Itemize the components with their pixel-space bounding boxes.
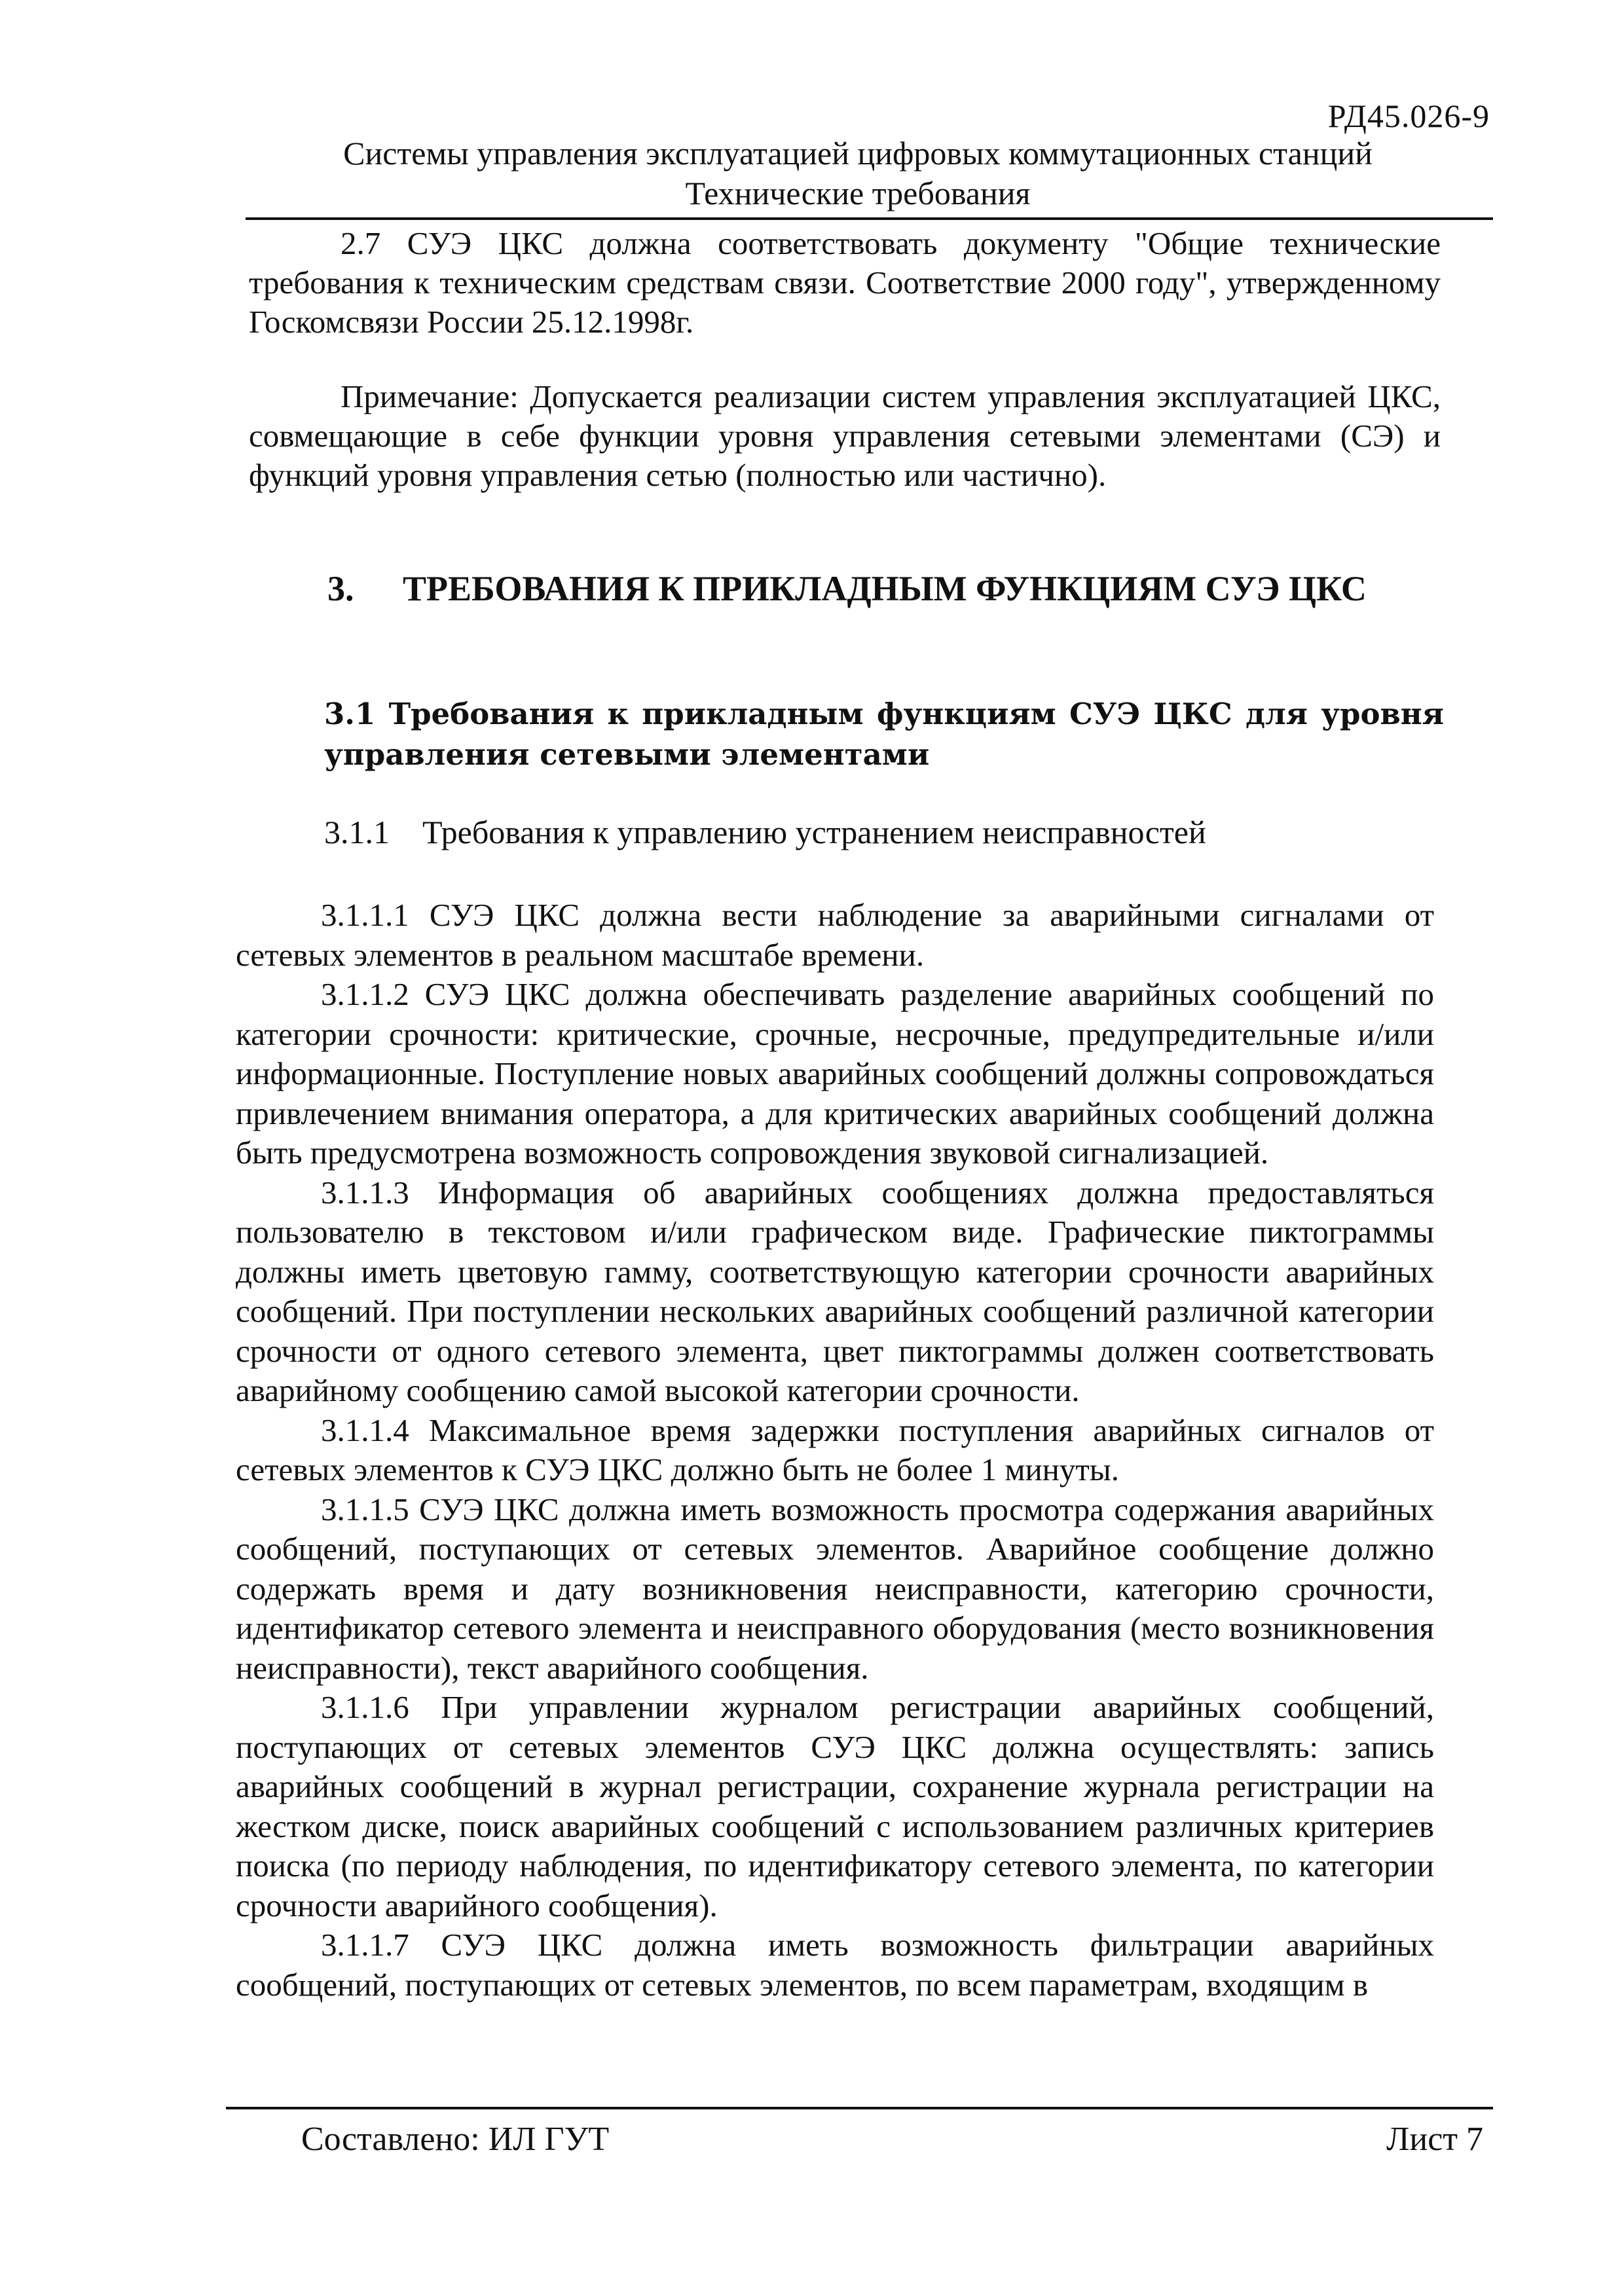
subsection-title: Требования к управлению устранением неисправностей	[422, 814, 1206, 850]
document-number: РД45.026-9	[1327, 98, 1490, 134]
list-item: 3.1.1.6 При управлении журналом регистрации аварийных сообщений, поступающих от сетевых элементов СУЭ ЦКС должна осуществлять: запись аварийных сообщений в журнал регистрации, сохранение журнала регистрации на жестком диске, поиск аварийных сообщений с использованием различных критериев поиска (по периоду наблюдения, по идентификатору сетевого элемента, по категории срочности аварийного сообщения).	[236, 1689, 1434, 1923]
list-item: 3.1.1.3 Информация об аварийных сообщениях должна предоставляться пользователю в текстовом и/или графическом виде. Графические пиктограммы должны иметь цветовую гамму, соответствующую категории срочности аварийных сообщений. При поступлении нескольких аварийных сообщений различной категории срочности от одного сетевого элемента, цвет пиктограммы должен соответствовать аварийному сообщению самой высокой категории срочности.	[236, 1174, 1434, 1408]
list-item: 3.1.1.2 СУЭ ЦКС должна обеспечивать разделение аварийных сообщений по категории срочности: критические, срочные, несрочные, предупредительные и/или информационные. Поступление новых аварийных сообщений должны сопровождаться привлечением внимания оператора, а для критических аварийных сообщений должна быть предусмотрена возможность сопровождения звуковой сигнализацией.	[236, 976, 1434, 1171]
list-item: 3.1.1.4 Максимальное время задержки поступления аварийных сигналов от сетевых элементов к СУЭ ЦКС должно быть не более 1 минуты.	[236, 1412, 1434, 1487]
footer-divider	[226, 2107, 1493, 2109]
list-item: 3.1.1.1 СУЭ ЦКС должна вести наблюдение за аварийными сигналами от сетевых элементов в реальном масштабе времени.	[236, 897, 1434, 973]
section-number: 3.	[327, 569, 354, 608]
section-title: ТРЕБОВАНИЯ К ПРИКЛАДНЫМ ФУНКЦИЯМ СУЭ ЦКС	[403, 569, 1367, 608]
list-item: 3.1.1.5 СУЭ ЦКС должна иметь возможность просмотра содержания аварийных сообщений, поступающих от сетевых элементов. Аварийное сообщение должно содержать время и дату возникновения неисправности, категорию срочности, идентификатор сетевого элемента и неисправного оборудования (место возникновения неисправности), текст аварийного сообщения.	[236, 1491, 1434, 1686]
list-item: 3.1.1.7 СУЭ ЦКС должна иметь возможность фильтрации аварийных сообщений, поступающих от сетевых элементов, по всем параметрам, входящим в	[236, 1927, 1434, 2003]
note-paragraph: Примечание: Допускается реализации систем управления эксплуатацией ЦКС, совмещающие в себе функции уровня управления сетевыми элементами (СЭ) и функций уровня управления сетью (полностью или частично).	[249, 378, 1441, 493]
document-subtitle: Технические требования	[685, 175, 1031, 211]
subsection-number: 3.1.1	[324, 814, 390, 850]
requirements-list	[236, 896, 1434, 2005]
subsection-3-1-1-heading	[324, 813, 1206, 851]
document-title: Системы управления эксплуатацией цифровых коммутационных станций	[343, 135, 1373, 172]
sheet-number: Лист 7	[1386, 2121, 1483, 2158]
section-3-heading	[327, 568, 1367, 609]
compiled-by: Составлено: ИЛ ГУТ	[301, 2121, 610, 2158]
header-divider	[246, 217, 1493, 220]
subsection-3-1-heading: 3.1 Требования к прикладным функциям СУЭ ЦКС для уровня управления сетевыми элементами	[324, 697, 1444, 772]
paragraph-2-7: 2.7 СУЭ ЦКС должна соответствовать документу "Общие технические требования к техническим средствам связи. Соответствие 2000 году", утвержденному Госкомсвязи России 25.12.1998г.	[249, 225, 1441, 340]
